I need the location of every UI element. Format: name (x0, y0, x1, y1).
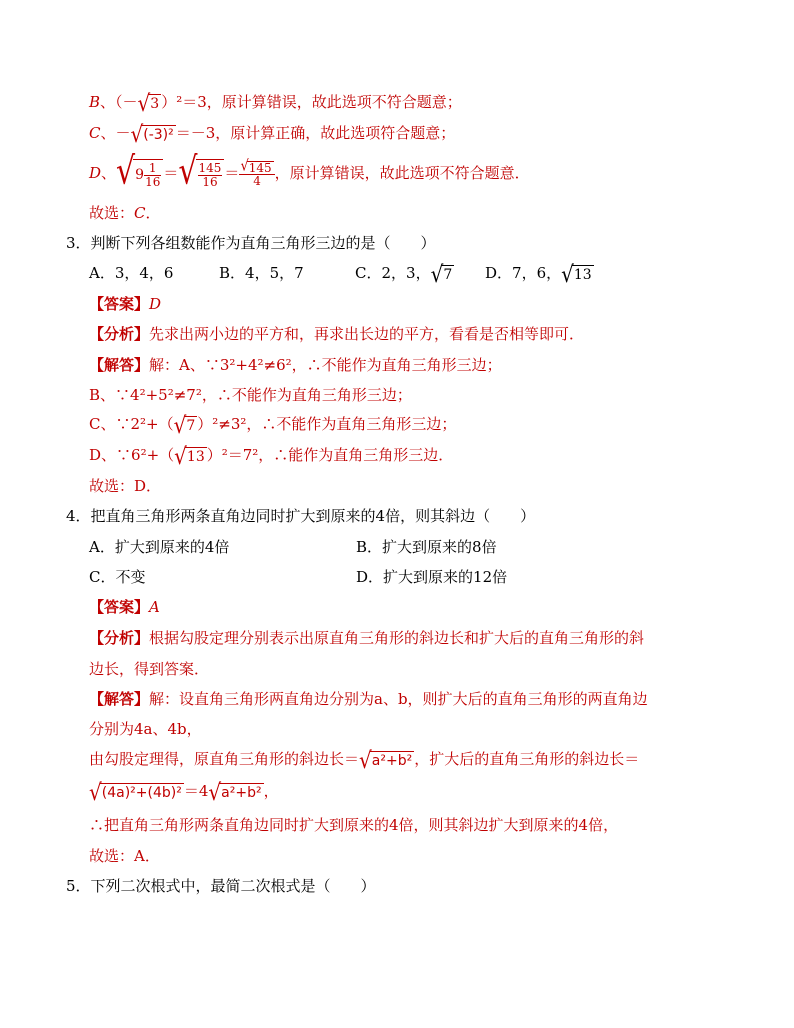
q3-solution-c: C、∵2²+（√7 ）²≠3²，∴不能作为直角三角形三边； (89, 411, 457, 439)
q4-analysis-1: 【分析】根据勾股定理分别表示出原直角三角形的斜边长和扩大后的直角三角形的斜 (89, 629, 645, 647)
q2-c-tail: ＝－3，原计算正确，故此选项符合题意； (175, 124, 456, 142)
q2-d-sep: 、 (101, 164, 117, 182)
q4-solution-1: 【解答】解：设直角三角形两直角边分别为a、b，则扩大后的直角三角形的两直角边 (89, 690, 648, 708)
q4-choose: 故选：A． (89, 847, 160, 865)
q3-stem: 3．判断下列各组数能作为直角三角形三边的是（ ） (66, 234, 436, 252)
q4-option-a: A．扩大到原来的4倍 (89, 538, 230, 556)
q2-c-sep: 、－ (100, 124, 131, 142)
q3-choose: 故选：D． (89, 477, 162, 495)
q4-option-d: D．扩大到原来的12倍 (356, 568, 508, 586)
q3-analysis: 【分析】先求出两小边的平方和，再求出长边的平方，看看是否相等即可． (89, 325, 585, 343)
q3-option-d: D．7，6，√13 (485, 260, 592, 288)
q4-stem: 4．把直角三角形两条直角边同时扩大到原来的4倍，则其斜边（ ） (66, 507, 536, 525)
q4-option-c: C．不变 (89, 568, 146, 586)
q4-analysis-2: 边长，得到答案． (89, 660, 210, 678)
q2-line-d: D、√9 $\frac{1}{16}$ ＝√ $\frac{145}{16}$ ＝ $\frac{√145}{4}$ ，原计算错误，故此选项不符合题意． (89, 149, 530, 194)
q2-b-radical: √3 (137, 89, 160, 117)
q3-option-c: C．2，3，√7 (355, 260, 453, 288)
q2-b-tail: ）²＝3，原计算错误，故此选项不符合题意； (161, 93, 462, 111)
q3-options (89, 260, 689, 288)
q4-solution-3: 由勾股定理得，原直角三角形的斜边长＝√a²+b² ，扩大后的直角三角形的斜边长＝ (89, 746, 640, 774)
q4-answer: 【答案】A (89, 598, 160, 616)
q4-solution-5: ∴把直角三角形两条直角边同时扩大到原来的4倍，则其斜边扩大到原来的4倍， (89, 816, 619, 834)
q2-d-letter: D (89, 164, 102, 182)
q4-option-b: B．扩大到原来的8倍 (356, 538, 497, 556)
q3-solution-d: D、∵6²+（√13 ）²＝7²，∴能作为直角三角形三边． (89, 442, 454, 470)
q2-d-radical-2: √ $\frac{145}{16}$ (178, 157, 224, 191)
q2-c-radical: √(-3)² (130, 120, 174, 148)
q2-d-tail: ，原计算错误，故此选项不符合题意． (274, 164, 530, 182)
q2-line-b (89, 89, 462, 117)
q3-option-a: A．3，4，6 (89, 264, 174, 282)
q3-option-b: B．4，5，7 (219, 264, 304, 282)
q2-b-sep: 、（－ (100, 93, 138, 111)
q3-answer: 【答案】D (89, 295, 162, 313)
q3-solution-b: B、∵4²+5²≠7²，∴不能作为直角三角形三边； (89, 386, 412, 404)
q3-solution-a: 【解答】解：A、∵3²+4²≠6²，∴不能作为直角三角形三边； (89, 356, 502, 374)
q4-solution-2: 分别为4a、4b， (89, 720, 202, 738)
q5-stem: 5．下列二次根式中，最简二次根式是（ ） (66, 877, 376, 895)
q2-choose: 故选：C． (89, 204, 161, 222)
q2-d-fraction-3: $\frac{√145}{4}$ (239, 160, 274, 188)
q4-solution-4: √(4a)²+(4b)² ＝4√a²+b² ， (89, 778, 279, 806)
q2-b-letter: B (89, 93, 101, 111)
q2-d-radical-1: √9 $\frac{1}{16}$ (116, 157, 163, 191)
q2-line-c (89, 120, 456, 148)
q2-c-letter: C (89, 124, 101, 142)
